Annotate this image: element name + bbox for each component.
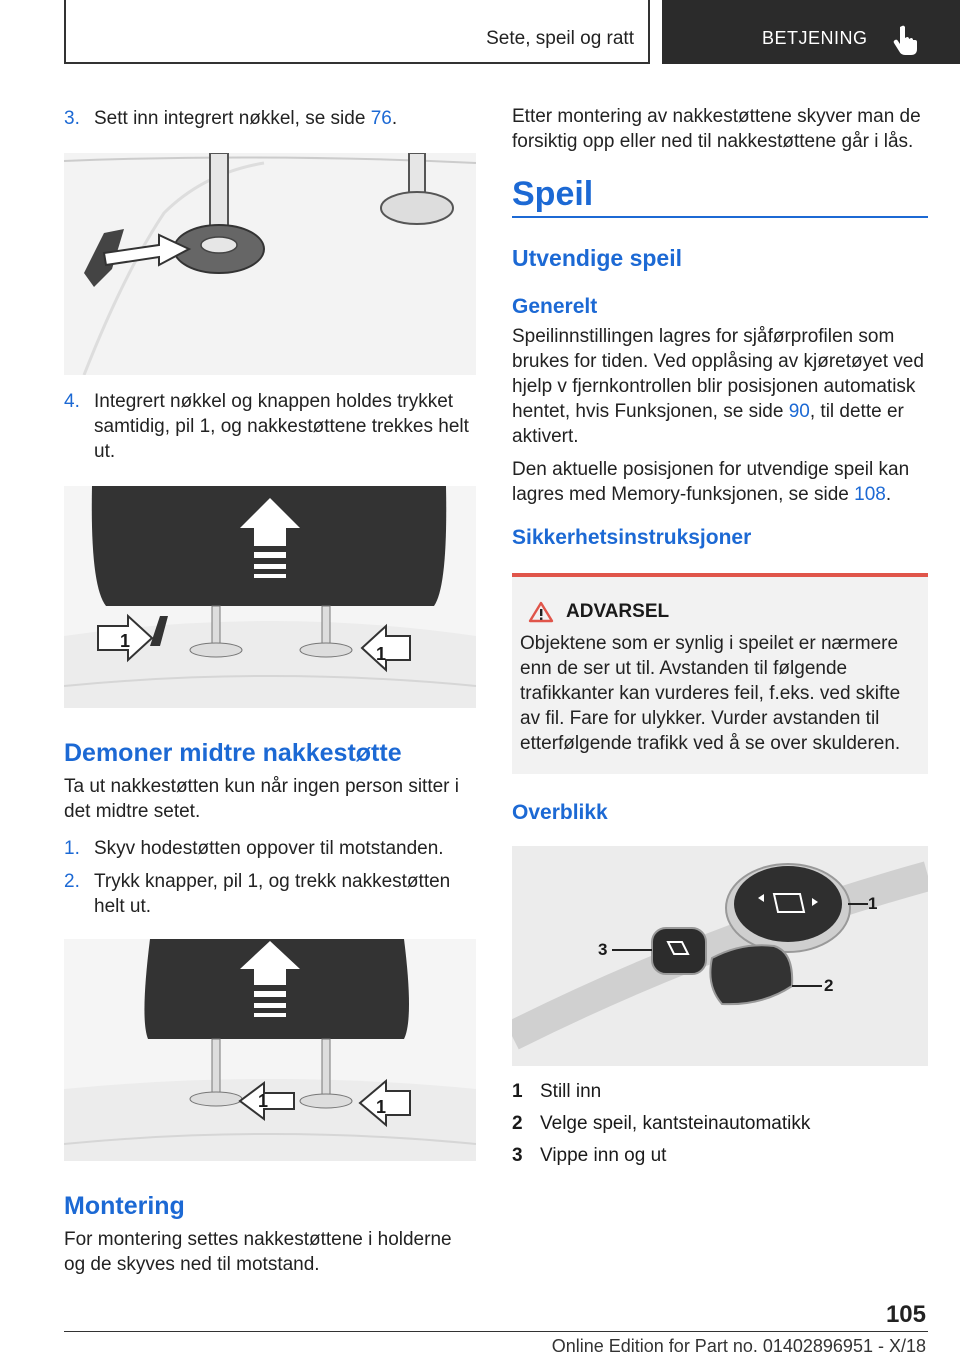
page-link-76[interactable]: 76	[370, 108, 392, 129]
heading-speil: Speil	[512, 175, 594, 213]
page-link-90[interactable]: 90	[788, 401, 810, 422]
heading-utvendige-speil: Utvendige speil	[512, 245, 682, 271]
demoner-text: Ta ut nakkestøtten kun når ingen person sitter i det midtre setet.	[64, 776, 459, 822]
heading-demoner: Demoner midtre nakkestøtte	[64, 739, 402, 767]
fig-label-2: 2	[824, 976, 834, 995]
page-number: 105	[885, 1301, 926, 1328]
generelt-text-1: Speilinnstillingen lagres for sjåførprofilen som brukes for tiden. Ved opplåsing av kjøretøyet ved hjelp v fjernkontrollen blir posisjonen automatisk hentet, hvis Funksjonen, se side 90, til dette er aktivert.	[512, 326, 924, 447]
fig3-label-2: 1	[376, 1097, 387, 1117]
heading-generelt: Generelt	[512, 295, 598, 318]
header-section	[64, 0, 650, 64]
heading-sikkerhet: Sikkerhetsinstruksjoner	[512, 526, 752, 549]
fig3-label-1: 1	[258, 1091, 269, 1111]
middle-headrest-illustration	[64, 939, 476, 1161]
mirror-controls-illustration	[512, 846, 928, 1066]
footer-rule	[64, 1331, 928, 1332]
headrest-pull-illustration	[64, 486, 476, 708]
left-column	[64, 96, 476, 1277]
step-4: 4. Integrert nøkkel og knappen holdes trykket samtidig, pil 1, og nakkestøttene trekkes helt ut.	[64, 391, 469, 462]
warning-triangle-icon	[528, 601, 554, 623]
warning-title: ADVARSEL	[520, 601, 920, 623]
header-chapter	[662, 0, 960, 64]
page-link-108[interactable]: 108	[854, 484, 886, 505]
headrest-key-illustration	[64, 153, 476, 375]
fig-label-3: 3	[598, 940, 608, 959]
warning-box	[512, 573, 928, 774]
fig2-label-2: 1	[376, 644, 387, 664]
right-column	[512, 96, 928, 1172]
heading-overblikk: Overblikk	[512, 801, 608, 824]
demoner-step-2: 2. Trykk knapper, pil 1, og trekk nakkestøtten helt ut.	[64, 871, 451, 917]
legend-list	[512, 1076, 928, 1172]
generelt-text-2: Den aktuelle posisjonen for utvendige speil kan lagres med Memory-funksjonen, se side 108.	[512, 459, 910, 505]
warning-text: Objektene som er synlig i speilet er nærmere enn de ser ut til. Avstanden til følgende trafikkanter kan vurderes feil, f.eks. ved skifte av fil. Fare for ulykker. Vurder avstanden til etterfølgende trafikk ved å se over skulderen.	[520, 633, 901, 754]
chapter-title: BETJENING	[762, 28, 868, 48]
demoner-step-1: 1. Skyv hodestøtten oppover til motstanden.	[64, 838, 444, 859]
fig2-label-1: 1	[120, 631, 131, 651]
footer-edition: Online Edition for Part no. 01402896951 - X/18	[551, 1336, 926, 1356]
legend-item: 1 Still inn	[512, 1081, 602, 1102]
fig-label-1: 1	[868, 894, 878, 913]
pointing-hand-icon	[893, 24, 919, 56]
intro-text: Etter montering av nakkestøttene skyver man de forsiktig opp eller ned til nakkestøttene går i lås.	[512, 106, 921, 152]
legend-item: 3 Vippe inn og ut	[512, 1145, 667, 1166]
heading-rule	[512, 216, 928, 218]
heading-montering: Montering	[64, 1192, 185, 1220]
legend-item: 2 Velge speil, kantsteinautomatikk	[512, 1113, 811, 1134]
section-title: Sete, speil og ratt	[486, 28, 634, 49]
montering-text: For montering settes nakkestøttene i holderne og de skyves ned til motstand.	[64, 1229, 452, 1275]
step-3: 3. Sett inn integrert nøkkel, se side 76.	[64, 108, 398, 129]
